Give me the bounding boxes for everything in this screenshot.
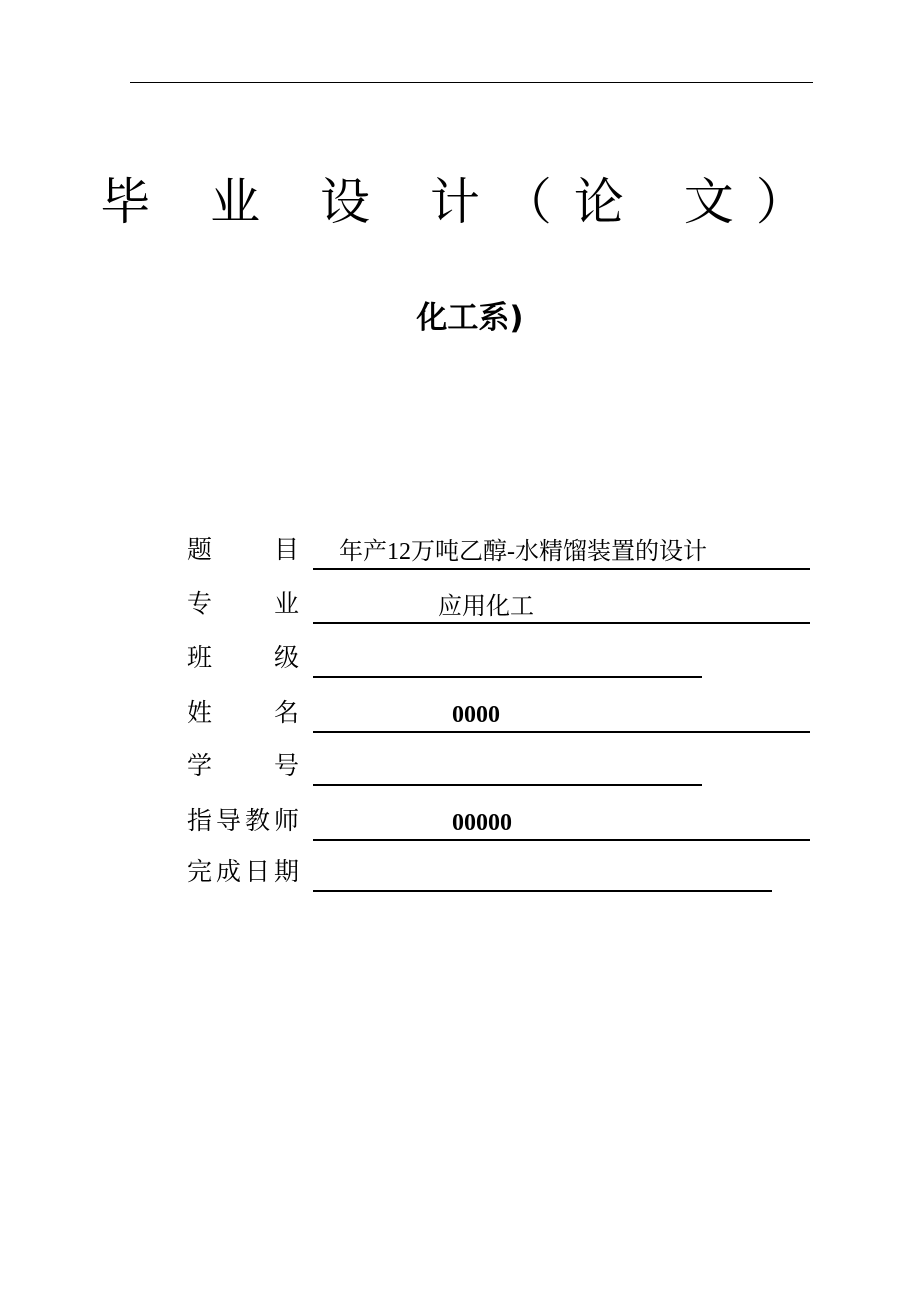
- field-underline: [313, 784, 702, 786]
- field-label-name: 姓 名: [187, 698, 299, 727]
- document-title: 毕 业 设 计（论 文）: [100, 173, 828, 231]
- field-underline: [313, 622, 810, 624]
- field-label-completion-date: 完 成 日 期: [187, 857, 299, 886]
- field-label-student-id: 学 号: [187, 751, 299, 780]
- header-rule: [130, 82, 813, 83]
- field-value-advisor: 00000: [452, 810, 512, 836]
- field-value-topic: 年产12万吨乙醇-水精馏装置的设计: [339, 539, 707, 565]
- field-underline: [313, 890, 772, 892]
- field-label-topic: 题 目: [187, 535, 299, 564]
- department-name: 化工系): [416, 300, 524, 336]
- field-value-name: 0000: [452, 702, 500, 728]
- field-underline: [313, 568, 810, 570]
- field-value-major: 应用化工: [438, 592, 534, 620]
- field-label-class: 班 级: [187, 643, 299, 672]
- field-underline: [313, 676, 702, 678]
- field-label-advisor: 指 导 教 师: [187, 806, 299, 835]
- field-row-completion-date: [187, 852, 827, 892]
- field-row-topic: [187, 530, 827, 570]
- field-row-name: [187, 693, 827, 733]
- field-row-class: [187, 638, 827, 678]
- field-row-student-id: [187, 746, 827, 786]
- field-row-major: [187, 584, 827, 624]
- field-underline: [313, 839, 810, 841]
- field-underline: [313, 731, 810, 733]
- field-row-advisor: [187, 801, 827, 841]
- field-label-major: 专 业: [187, 589, 299, 618]
